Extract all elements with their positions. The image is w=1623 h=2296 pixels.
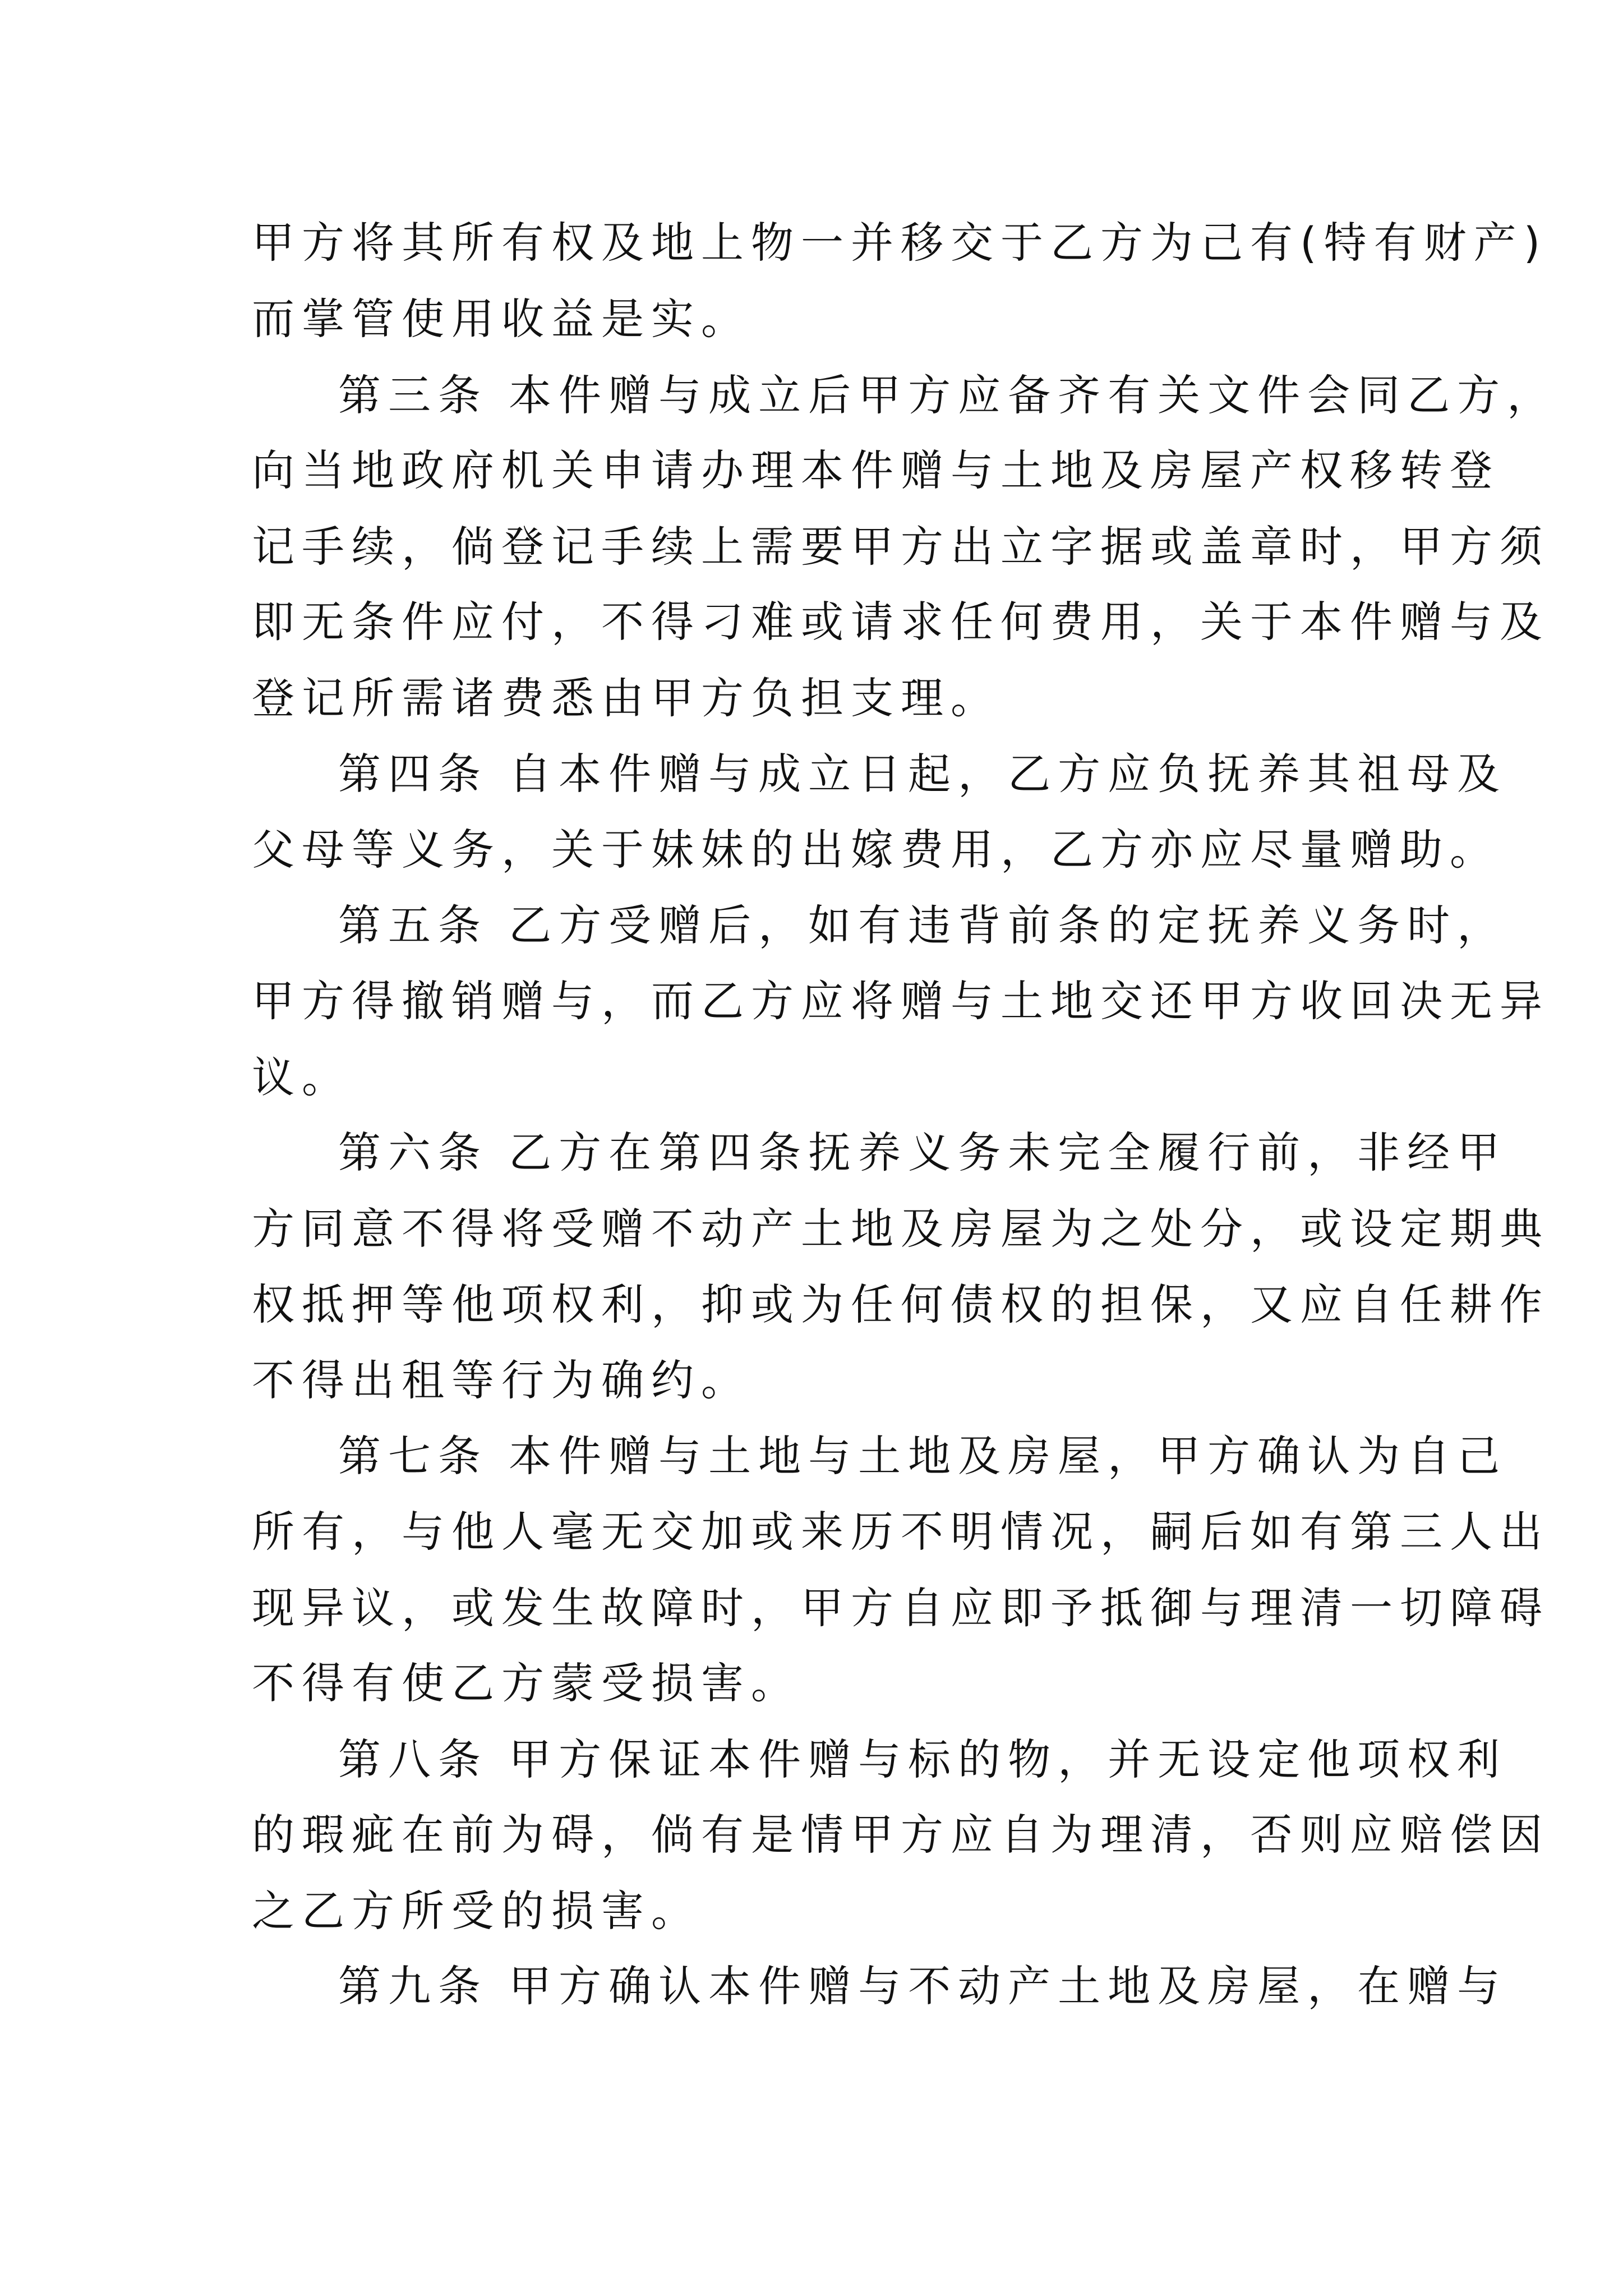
text-line: 所有，与他人毫无交加或来历不明情况，嗣后如有第三人出 xyxy=(252,1507,1550,1557)
text-line: 现异议，或发生故障时，甲方自应即予抵御与理清一切障碍 xyxy=(252,1583,1550,1633)
article-4-first-line: 第四条 自本件赠与成立日起，乙方应负抚养其祖母及 xyxy=(338,749,1507,799)
text-line: 甲方得撤销赠与，而乙方应将赠与土地交还甲方收回决无异 xyxy=(252,976,1550,1026)
text-line: 而掌管使用收益是实。 xyxy=(252,294,751,344)
text-line: 不得出租等行为确约。 xyxy=(252,1355,751,1405)
text-line: 记手续，倘登记手续上需要甲方出立字据或盖章时，甲方须 xyxy=(252,522,1550,572)
text-line: 甲方将其所有权及地上物一并移交于乙方为己有(特有财产) xyxy=(252,218,1548,268)
article-8-first-line: 第八条 甲方保证本件赠与标的物，并无设定他项权利 xyxy=(338,1734,1507,1784)
text-line: 议。 xyxy=(252,1052,352,1102)
text-line: 的瑕疵在前为碍，倘有是情甲方应自为理清，否则应赔偿因 xyxy=(252,1810,1550,1860)
article-6-first-line: 第六条 乙方在第四条抚养义务未完全履行前，非经甲 xyxy=(338,1128,1507,1177)
article-7-first-line: 第七条 本件赠与土地与土地及房屋，甲方确认为自己 xyxy=(338,1431,1507,1481)
text-line: 之乙方所受的损害。 xyxy=(252,1886,701,1936)
text-line: 父母等义务，关于妹妹的出嫁费用，乙方亦应尽量赠助。 xyxy=(252,825,1500,875)
text-line: 不得有使乙方蒙受损害。 xyxy=(252,1658,801,1708)
article-5-first-line: 第五条 乙方受赠后，如有违背前条的定抚养义务时， xyxy=(338,900,1507,950)
text-line: 即无条件应付，不得刁难或请求任何费用，关于本件赠与及 xyxy=(252,597,1550,647)
text-line: 方同意不得将受赠不动产土地及房屋为之处分，或设定期典 xyxy=(252,1204,1550,1254)
text-line: 登记所需诸费悉由甲方负担支理。 xyxy=(252,673,1000,723)
article-9-first-line: 第九条 甲方确认本件赠与不动产土地及房屋，在赠与 xyxy=(338,1961,1507,2011)
text-line: 向当地政府机关申请办理本件赠与土地及房屋产权移转登 xyxy=(252,445,1500,495)
text-line: 权抵押等他项权利，抑或为任何债权的担保，又应自任耕作 xyxy=(252,1280,1550,1329)
article-3-first-line: 第三条 本件赠与成立后甲方应备齐有关文件会同乙方， xyxy=(338,370,1557,420)
